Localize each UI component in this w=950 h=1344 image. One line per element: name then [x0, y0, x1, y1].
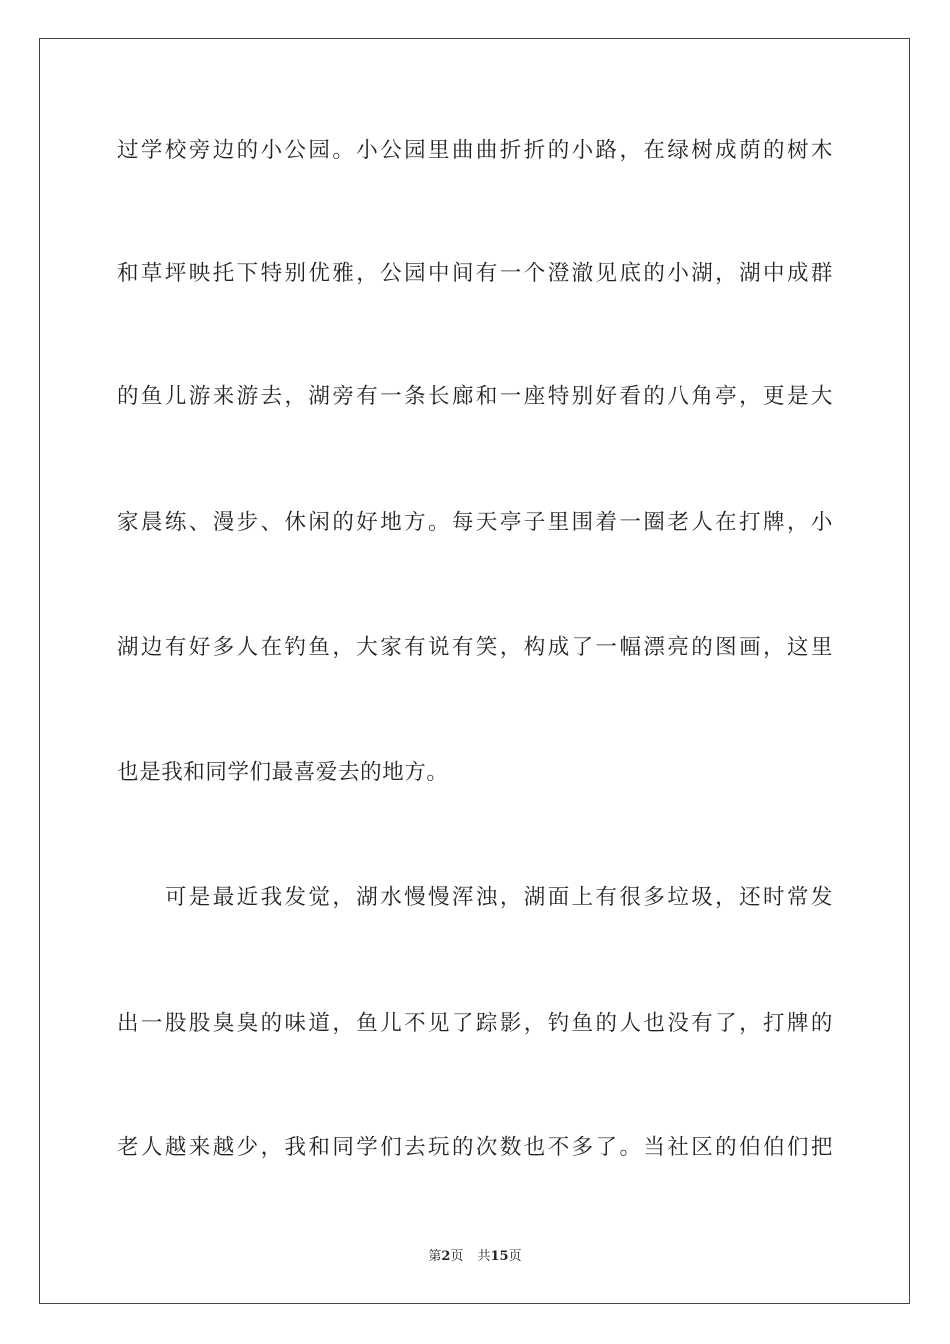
paragraph-line-9: 老人越来越少，我和同学们去玩的次数也不多了。当社区的伯伯们把 — [117, 1135, 833, 1160]
page-footer — [0, 1248, 950, 1266]
footer-total-prefix: 共 — [477, 1249, 491, 1264]
page-border — [39, 38, 910, 1304]
paragraph-line-5: 湖边有好多人在钓鱼，大家有说有笑，构成了一幅漂亮的图画，这里 — [117, 635, 833, 660]
footer-page-prefix: 第 — [428, 1249, 442, 1264]
footer-total-suffix: 页 — [508, 1249, 522, 1264]
footer-page-suffix: 页 — [450, 1249, 464, 1264]
paragraph-line-4: 家晨练、漫步、休闲的好地方。每天亭子里围着一圈老人在打牌，小 — [117, 510, 833, 535]
paragraph-line-8: 出一股股臭臭的味道，鱼儿不见了踪影，钓鱼的人也没有了，打牌的 — [117, 1011, 833, 1036]
paragraph-line-2: 和草坪映托下特别优雅，公园中间有一个澄澈见底的小湖，湖中成群 — [117, 261, 833, 286]
paragraph-line-7: 可是最近我发觉，湖水慢慢浑浊，湖面上有很多垃圾，还时常发 — [117, 885, 833, 910]
paragraph-line-3: 的鱼儿游来游去，湖旁有一条长廊和一座特别好看的八角亭，更是大 — [117, 384, 833, 409]
footer-total-pages: 15 — [490, 1249, 509, 1264]
paragraph-line-1: 过学校旁边的小公园。小公园里曲曲折折的小路，在绿树成荫的树木 — [117, 138, 833, 163]
footer-page-number: 2 — [441, 1249, 451, 1264]
paragraph-line-6: 也是我和同学们最喜爱去的地方。 — [117, 760, 449, 785]
